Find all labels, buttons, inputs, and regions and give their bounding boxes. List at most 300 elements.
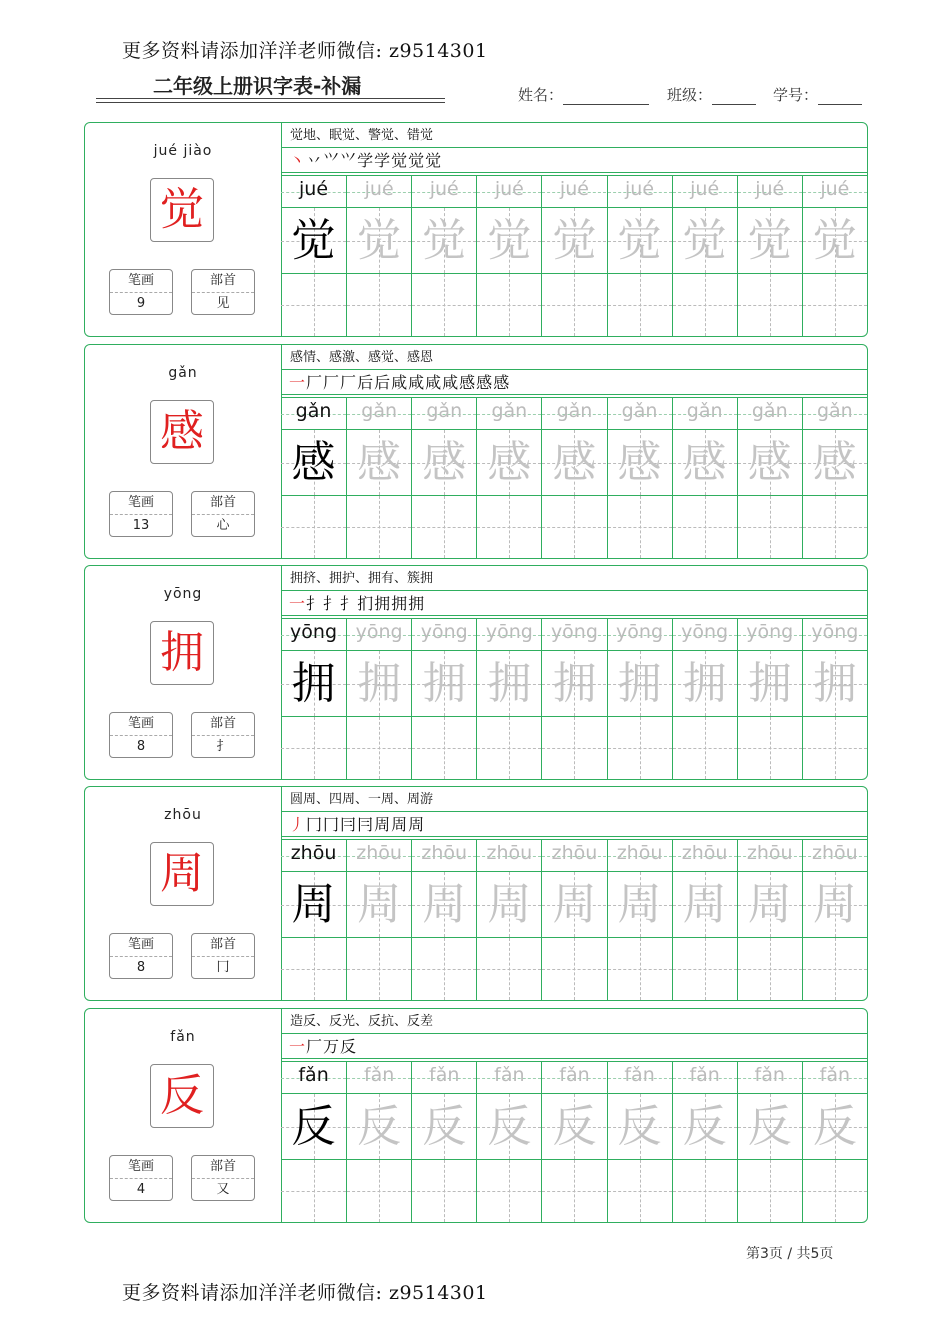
- pinyin-trace: zhōu: [681, 842, 728, 864]
- pinyin-trace: gǎn: [816, 400, 853, 422]
- pinyin-cell[interactable]: [281, 619, 346, 650]
- blank-grid-cell[interactable]: [281, 938, 346, 1000]
- character-trace: 感: [812, 437, 857, 488]
- radical-value: 扌: [216, 739, 230, 754]
- blank-grid-cell[interactable]: [802, 274, 867, 336]
- pinyin-practice-row: [281, 839, 867, 872]
- blank-grid-cell[interactable]: [541, 938, 606, 1000]
- stroke-count-value: 9: [136, 296, 146, 311]
- character-trace: 拥: [487, 658, 532, 709]
- stroke-count-value: 8: [136, 960, 146, 975]
- character-card: [84, 786, 868, 1001]
- radical-value: 心: [216, 518, 230, 533]
- blank-grid-cell[interactable]: [346, 496, 411, 558]
- character-trace: 觉: [682, 215, 727, 266]
- tian-grid-cell[interactable]: [541, 208, 606, 273]
- blank-grid-cell[interactable]: [737, 717, 802, 779]
- pinyin-cell[interactable]: [281, 176, 346, 207]
- blank-grid-cell[interactable]: [281, 496, 346, 558]
- tian-grid-cell[interactable]: [346, 872, 411, 937]
- character-trace: 觉: [487, 215, 532, 266]
- stroke-step: 丷: [306, 151, 324, 170]
- card-info-panel: [85, 787, 282, 1000]
- stroke-step: 冂: [306, 815, 324, 834]
- blank-grid-cell[interactable]: [476, 274, 541, 336]
- stroke-step: 厂: [323, 373, 341, 392]
- tian-grid-cell[interactable]: [672, 872, 737, 937]
- tian-grid-cell[interactable]: [672, 1094, 737, 1159]
- pinyin-trace: gǎn: [751, 400, 788, 422]
- character-practice-row: [281, 651, 867, 717]
- blank-grid-cell[interactable]: [737, 1160, 802, 1222]
- tian-grid-cell[interactable]: [411, 651, 476, 716]
- blank-grid-cell[interactable]: [737, 496, 802, 558]
- character-trace: 周: [487, 879, 532, 930]
- card-info-panel: [85, 566, 282, 779]
- tian-grid-cell[interactable]: [346, 651, 411, 716]
- tian-grid-cell[interactable]: [802, 651, 867, 716]
- character-trace: 感: [357, 437, 402, 488]
- character-card: [84, 344, 868, 559]
- example-words: 造反、反光、反抗、反差: [281, 1009, 867, 1034]
- stroke-step: 学: [357, 151, 375, 170]
- class-field[interactable]: [667, 84, 756, 105]
- pinyin-trace: jué: [364, 178, 394, 200]
- stroke-step: 厂: [340, 373, 358, 392]
- character-trace: 感: [487, 437, 532, 488]
- stroke-step: 一: [289, 594, 307, 613]
- blank-grid-cell[interactable]: [346, 717, 411, 779]
- pinyin-cell[interactable]: [476, 619, 541, 650]
- pinyin-cell[interactable]: [541, 840, 606, 871]
- stroke-step: 咸: [408, 373, 426, 392]
- tian-grid-cell[interactable]: [737, 872, 802, 937]
- stroke-step: 扪: [357, 594, 375, 613]
- tian-grid-cell[interactable]: [672, 430, 737, 495]
- character-trace: 反: [422, 1101, 467, 1152]
- pinyin-trace: jué: [429, 178, 459, 200]
- stroke-count-value: 13: [132, 518, 150, 533]
- character-card: [84, 1008, 868, 1223]
- pinyin-trace: jué: [625, 178, 655, 200]
- stroke-step: ⺍: [323, 151, 341, 170]
- character-trace: 反: [487, 1101, 532, 1152]
- character-trace: 拥: [747, 658, 792, 709]
- character-trace: 反: [291, 1101, 336, 1152]
- tian-grid-cell[interactable]: [346, 430, 411, 495]
- character-trace: 感: [552, 437, 597, 488]
- pinyin-cell[interactable]: [737, 619, 802, 650]
- tian-grid-cell[interactable]: [607, 651, 672, 716]
- pinyin-cell[interactable]: [281, 1062, 346, 1093]
- stroke-step: 咸: [425, 373, 443, 392]
- pinyin-cell[interactable]: [737, 1062, 802, 1093]
- character-pinyin: gǎn: [168, 365, 198, 381]
- tian-grid-cell[interactable]: [672, 208, 737, 273]
- pinyin-cell[interactable]: [672, 398, 737, 429]
- pinyin-cell[interactable]: [672, 1062, 737, 1093]
- radical-label: 部首: [192, 1156, 254, 1179]
- character-practice-row: [281, 1094, 867, 1160]
- tian-grid-cell[interactable]: [607, 1094, 672, 1159]
- tian-grid-cell[interactable]: [607, 430, 672, 495]
- blank-grid-cell[interactable]: [281, 717, 346, 779]
- pinyin-practice-row: [281, 1061, 867, 1094]
- pinyin-trace: zhōu: [746, 842, 793, 864]
- character-trace: 反: [747, 1101, 792, 1152]
- pinyin-trace: yōng: [746, 621, 794, 643]
- pinyin-trace: fǎn: [559, 1064, 590, 1086]
- pinyin-trace: gǎn: [426, 400, 463, 422]
- character-trace: 拥: [291, 658, 336, 709]
- class-label: 班级：: [667, 86, 713, 104]
- pinyin-trace: jué: [299, 178, 329, 200]
- blank-practice-row: [281, 496, 867, 558]
- pinyin-cell[interactable]: [281, 840, 346, 871]
- tian-grid-cell[interactable]: [737, 208, 802, 273]
- blank-grid-cell[interactable]: [281, 274, 346, 336]
- pinyin-cell[interactable]: [607, 1062, 672, 1093]
- tian-grid-cell[interactable]: [802, 208, 867, 273]
- example-words: 觉地、眠觉、警觉、错觉: [281, 123, 867, 148]
- stroke-step: 觉: [391, 151, 409, 170]
- stroke-step: 感: [459, 373, 477, 392]
- character-card: [84, 122, 868, 337]
- pinyin-trace: zhōu: [486, 842, 533, 864]
- pinyin-trace: yōng: [355, 621, 403, 643]
- stroke-count-box: [109, 491, 173, 537]
- character-box: [150, 400, 214, 464]
- tian-grid-cell[interactable]: [802, 1094, 867, 1159]
- character-box: [150, 1064, 214, 1128]
- blank-grid-cell[interactable]: [737, 274, 802, 336]
- tian-grid-cell[interactable]: [802, 872, 867, 937]
- stroke-order: [281, 1034, 867, 1059]
- character-practice-row: [281, 208, 867, 274]
- number-label: 学号：: [773, 86, 819, 104]
- stroke-step: 丶: [289, 151, 307, 170]
- pinyin-trace: jué: [755, 178, 785, 200]
- pinyin-trace: gǎn: [361, 400, 398, 422]
- stroke-step: 拥: [374, 594, 392, 613]
- pinyin-trace: zhōu: [616, 842, 663, 864]
- pinyin-cell[interactable]: [802, 176, 867, 207]
- blank-grid-cell[interactable]: [672, 1160, 737, 1222]
- tian-grid-cell[interactable]: [607, 208, 672, 273]
- character-pinyin: yōng: [163, 586, 203, 602]
- pinyin-trace: fǎn: [363, 1064, 395, 1086]
- blank-grid-cell[interactable]: [411, 717, 476, 779]
- pinyin-cell[interactable]: [476, 176, 541, 207]
- tian-grid-cell[interactable]: [672, 651, 737, 716]
- blank-grid-cell[interactable]: [672, 274, 737, 336]
- pinyin-cell[interactable]: [737, 398, 802, 429]
- pinyin-trace: zhōu: [812, 842, 858, 864]
- stroke-count-label: 笔画: [110, 492, 172, 515]
- pinyin-cell[interactable]: [346, 1062, 411, 1093]
- card-info-panel: [85, 123, 282, 336]
- pinyin-trace: jué: [559, 178, 589, 200]
- pinyin-trace: fǎn: [689, 1064, 720, 1086]
- title-underline-2: [96, 102, 445, 103]
- example-words: 拥挤、拥护、拥有、簇拥: [281, 566, 867, 591]
- practice-panel: [281, 1009, 867, 1222]
- stroke-step: 后: [357, 373, 375, 392]
- stroke-step: 一: [289, 373, 307, 392]
- tian-grid-cell[interactable]: [281, 208, 346, 273]
- stroke-count-label: 笔画: [110, 934, 172, 957]
- stroke-order: [281, 812, 867, 837]
- blank-practice-row: [281, 938, 867, 1000]
- blank-grid-cell[interactable]: [411, 938, 476, 1000]
- contact-note-top: 更多资料请添加洋洋老师微信: z9514301: [122, 40, 488, 62]
- blank-grid-cell[interactable]: [607, 717, 672, 779]
- pinyin-cell[interactable]: [607, 840, 672, 871]
- blank-grid-cell[interactable]: [672, 717, 737, 779]
- pinyin-trace: fǎn: [298, 1064, 329, 1086]
- tian-grid-cell[interactable]: [411, 872, 476, 937]
- tian-grid-cell[interactable]: [476, 872, 541, 937]
- blank-grid-cell[interactable]: [281, 1160, 346, 1222]
- tian-grid-cell[interactable]: [281, 430, 346, 495]
- radical-label: 部首: [192, 934, 254, 957]
- blank-grid-cell[interactable]: [802, 938, 867, 1000]
- character-trace: 觉: [422, 215, 467, 266]
- tian-grid-cell[interactable]: [476, 1094, 541, 1159]
- tian-grid-cell[interactable]: [346, 208, 411, 273]
- character-trace: 感: [422, 437, 467, 488]
- stroke-count-label: 笔画: [110, 713, 172, 736]
- character-trace: 周: [291, 879, 336, 930]
- stroke-step: 后: [374, 373, 392, 392]
- pinyin-cell[interactable]: [607, 176, 672, 207]
- character-trace: 觉: [617, 215, 662, 266]
- pinyin-trace: zhōu: [551, 842, 598, 864]
- tian-grid-cell[interactable]: [411, 1094, 476, 1159]
- stroke-step: 感: [493, 373, 511, 392]
- stroke-count-label: 笔画: [110, 1156, 172, 1179]
- blank-grid-cell[interactable]: [476, 496, 541, 558]
- pinyin-trace: fǎn: [494, 1064, 525, 1086]
- blank-grid-cell[interactable]: [672, 496, 737, 558]
- tian-grid-cell[interactable]: [737, 430, 802, 495]
- pinyin-trace: zhōu: [290, 842, 337, 864]
- blank-grid-cell[interactable]: [541, 274, 606, 336]
- card-info-panel: [85, 1009, 282, 1222]
- character-trace: 反: [812, 1101, 857, 1152]
- name-blank[interactable]: [563, 90, 649, 105]
- stroke-step: 周: [391, 815, 409, 834]
- character-trace: 周: [682, 879, 727, 930]
- character-trace: 拥: [682, 658, 727, 709]
- radical-label: 部首: [192, 270, 254, 293]
- pinyin-trace: yōng: [616, 621, 664, 643]
- pinyin-trace: jué: [820, 178, 850, 200]
- blank-grid-cell[interactable]: [476, 938, 541, 1000]
- main-character: 反: [160, 1070, 204, 1121]
- pinyin-cell[interactable]: [281, 398, 346, 429]
- character-trace: 感: [291, 437, 336, 488]
- tian-grid-cell[interactable]: [281, 651, 346, 716]
- radical-box: [191, 269, 255, 315]
- stroke-count-box: [109, 933, 173, 979]
- pinyin-trace: gǎn: [491, 400, 528, 422]
- blank-grid-cell[interactable]: [607, 938, 672, 1000]
- character-box: [150, 842, 214, 906]
- blank-grid-cell[interactable]: [737, 938, 802, 1000]
- pinyin-cell[interactable]: [476, 1062, 541, 1093]
- pinyin-cell[interactable]: [346, 840, 411, 871]
- tian-grid-cell[interactable]: [607, 872, 672, 937]
- character-pinyin: fǎn: [170, 1029, 196, 1045]
- number-blank[interactable]: [818, 90, 862, 105]
- blank-grid-cell[interactable]: [476, 717, 541, 779]
- tian-grid-cell[interactable]: [541, 1094, 606, 1159]
- stroke-step: 周: [408, 815, 426, 834]
- stroke-step: 冂: [323, 815, 341, 834]
- pinyin-cell[interactable]: [476, 840, 541, 871]
- pinyin-trace: zhōu: [421, 842, 468, 864]
- blank-grid-cell[interactable]: [411, 1160, 476, 1222]
- character-trace: 觉: [552, 215, 597, 266]
- blank-grid-cell[interactable]: [672, 938, 737, 1000]
- tian-grid-cell[interactable]: [281, 1094, 346, 1159]
- pinyin-cell[interactable]: [802, 840, 867, 871]
- pinyin-cell[interactable]: [672, 176, 737, 207]
- tian-grid-cell[interactable]: [541, 430, 606, 495]
- pinyin-cell[interactable]: [802, 619, 867, 650]
- tian-grid-cell[interactable]: [346, 1094, 411, 1159]
- pinyin-cell[interactable]: [541, 1062, 606, 1093]
- character-box: [150, 178, 214, 242]
- character-trace: 拥: [617, 658, 662, 709]
- pinyin-cell[interactable]: [346, 619, 411, 650]
- tian-grid-cell[interactable]: [476, 430, 541, 495]
- pinyin-trace: jué: [494, 178, 524, 200]
- blank-grid-cell[interactable]: [607, 274, 672, 336]
- character-trace: 周: [747, 879, 792, 930]
- pinyin-cell[interactable]: [411, 619, 476, 650]
- character-trace: 感: [617, 437, 662, 488]
- tian-grid-cell[interactable]: [802, 430, 867, 495]
- practice-panel: [281, 787, 867, 1000]
- blank-grid-cell[interactable]: [541, 1160, 606, 1222]
- tian-grid-cell[interactable]: [541, 651, 606, 716]
- character-trace: 觉: [291, 215, 336, 266]
- pinyin-cell[interactable]: [737, 176, 802, 207]
- stroke-step: 𭕄: [340, 151, 358, 170]
- character-trace: 拥: [552, 658, 597, 709]
- pinyin-cell[interactable]: [607, 619, 672, 650]
- tian-grid-cell[interactable]: [411, 430, 476, 495]
- radical-label: 部首: [192, 713, 254, 736]
- pinyin-trace: yōng: [681, 621, 729, 643]
- pinyin-trace: fǎn: [754, 1064, 785, 1086]
- pinyin-cell[interactable]: [672, 619, 737, 650]
- pinyin-cell[interactable]: [346, 398, 411, 429]
- tian-grid-cell[interactable]: [541, 872, 606, 937]
- character-trace: 反: [552, 1101, 597, 1152]
- stroke-count-value: 4: [136, 1182, 146, 1197]
- pinyin-cell[interactable]: [672, 840, 737, 871]
- tian-grid-cell[interactable]: [411, 208, 476, 273]
- name-field[interactable]: [518, 84, 649, 105]
- blank-grid-cell[interactable]: [607, 496, 672, 558]
- radical-box: [191, 491, 255, 537]
- radical-box: [191, 712, 255, 758]
- pinyin-cell[interactable]: [541, 176, 606, 207]
- blank-grid-cell[interactable]: [802, 496, 867, 558]
- title-underline: [96, 98, 445, 99]
- character-trace: 周: [552, 879, 597, 930]
- pinyin-cell[interactable]: [411, 176, 476, 207]
- pinyin-practice-row: [281, 175, 867, 208]
- pinyin-trace: gǎn: [621, 400, 658, 422]
- tian-grid-cell[interactable]: [737, 1094, 802, 1159]
- blank-grid-cell[interactable]: [607, 1160, 672, 1222]
- character-box: [150, 621, 214, 685]
- pinyin-trace: fǎn: [819, 1064, 851, 1086]
- pinyin-cell[interactable]: [476, 398, 541, 429]
- blank-grid-cell[interactable]: [802, 717, 867, 779]
- number-field[interactable]: [773, 84, 862, 105]
- character-trace: 拥: [812, 658, 857, 709]
- pinyin-cell[interactable]: [411, 1062, 476, 1093]
- pinyin-cell[interactable]: [346, 176, 411, 207]
- blank-grid-cell[interactable]: [346, 274, 411, 336]
- character-trace: 反: [357, 1101, 402, 1152]
- stroke-step: 丿: [289, 815, 307, 834]
- tian-grid-cell[interactable]: [281, 872, 346, 937]
- page-number: 第3页 / 共5页: [746, 1246, 834, 1262]
- tian-grid-cell[interactable]: [476, 208, 541, 273]
- stroke-count-box: [109, 712, 173, 758]
- pinyin-cell[interactable]: [737, 840, 802, 871]
- blank-grid-cell[interactable]: [346, 1160, 411, 1222]
- tian-grid-cell[interactable]: [476, 651, 541, 716]
- blank-grid-cell[interactable]: [541, 496, 606, 558]
- pinyin-cell[interactable]: [802, 1062, 867, 1093]
- character-trace: 周: [812, 879, 857, 930]
- class-blank[interactable]: [712, 90, 756, 105]
- name-label: 姓名：: [518, 86, 564, 104]
- stroke-step: 觉: [408, 151, 426, 170]
- pinyin-cell[interactable]: [607, 398, 672, 429]
- pinyin-cell[interactable]: [541, 398, 606, 429]
- pinyin-cell[interactable]: [411, 398, 476, 429]
- pinyin-cell[interactable]: [411, 840, 476, 871]
- character-practice-row: [281, 430, 867, 496]
- character-trace: 觉: [747, 215, 792, 266]
- stroke-step: 周: [374, 815, 392, 834]
- pinyin-cell[interactable]: [802, 398, 867, 429]
- blank-grid-cell[interactable]: [802, 1160, 867, 1222]
- character-trace: 反: [617, 1101, 662, 1152]
- tian-grid-cell[interactable]: [737, 651, 802, 716]
- pinyin-trace: yōng: [550, 621, 598, 643]
- example-words: 感情、感激、感觉、感恩: [281, 345, 867, 370]
- blank-grid-cell[interactable]: [541, 717, 606, 779]
- stroke-step: 一: [289, 1037, 307, 1056]
- blank-grid-cell[interactable]: [411, 496, 476, 558]
- main-character: 感: [160, 406, 204, 457]
- stroke-step: 厂: [306, 373, 324, 392]
- blank-grid-cell[interactable]: [411, 274, 476, 336]
- pinyin-cell[interactable]: [541, 619, 606, 650]
- radical-value: 又: [216, 1182, 230, 1197]
- blank-grid-cell[interactable]: [476, 1160, 541, 1222]
- blank-grid-cell[interactable]: [346, 938, 411, 1000]
